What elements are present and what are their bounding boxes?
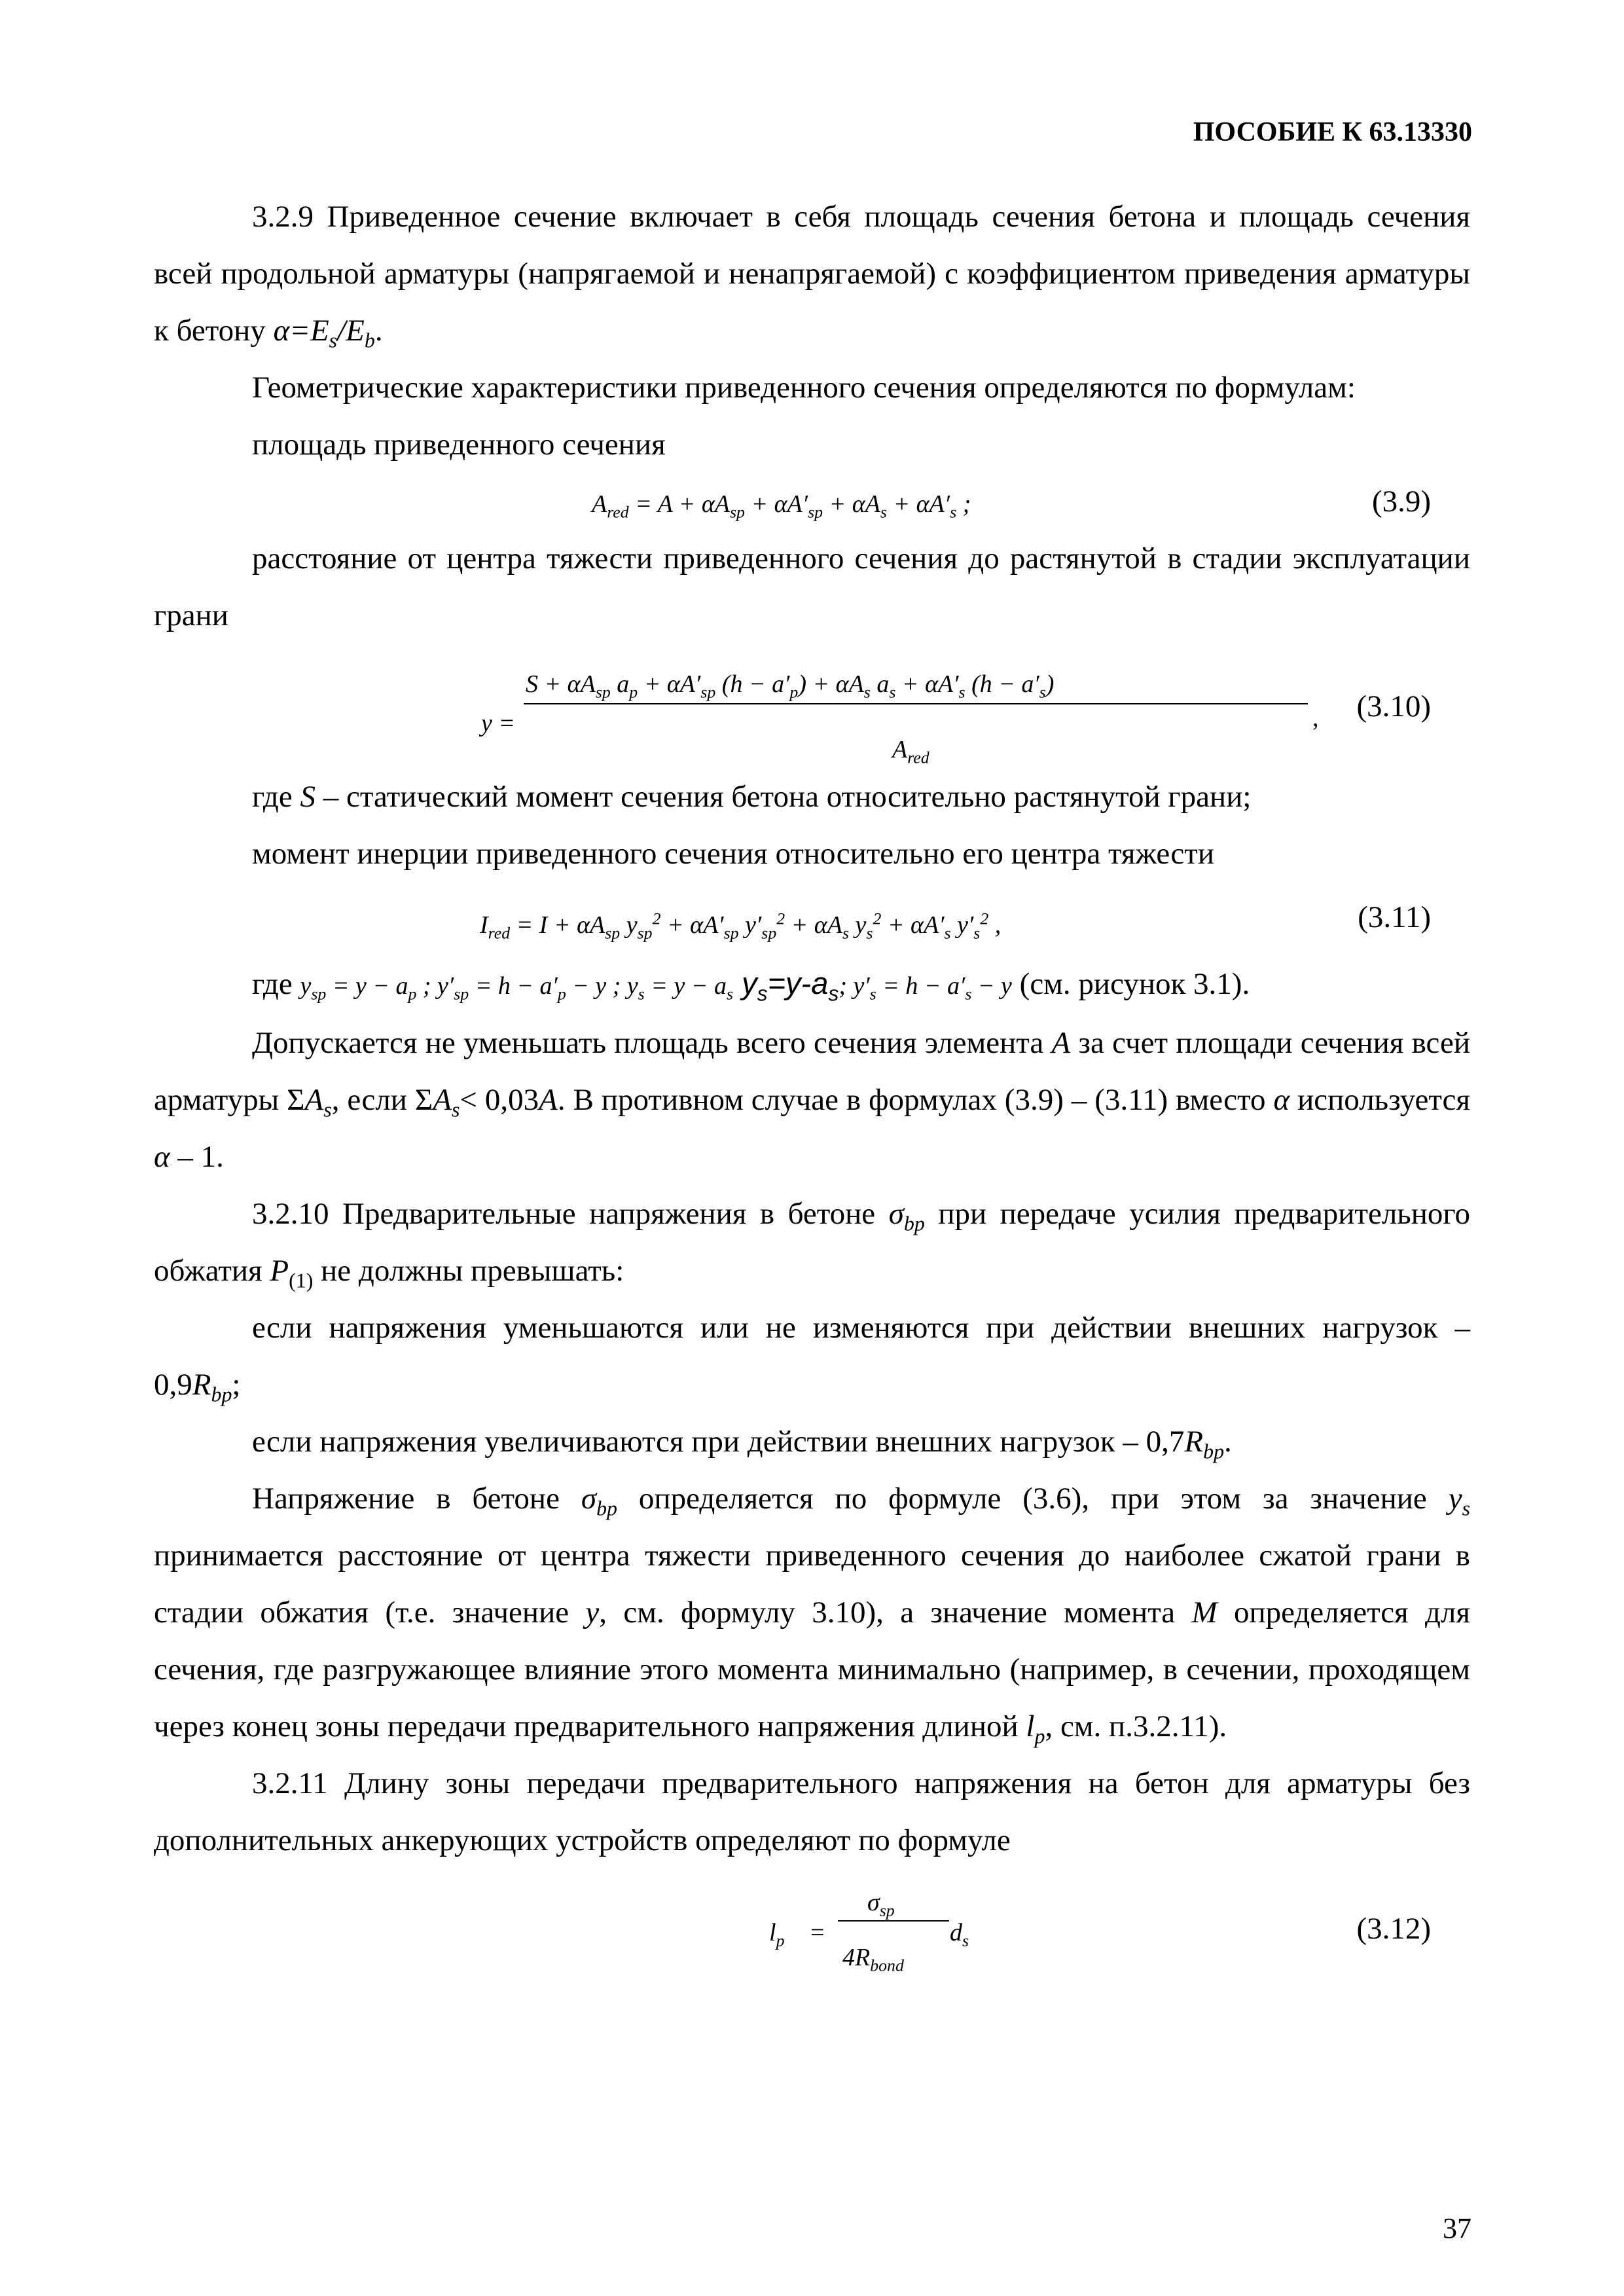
formula-3-12: $l_p$ = $\sigma_{sp}$ $4R_{bond}$ $d_s$ (3.12)	[769, 1889, 1431, 1975]
paragraph-3-2-10: 3.2.10 Предварительные напряжения в бетоне $\sigma_{bp}$ при передаче усилия предварительного обжатия $P_{(1)}$ не должны превышать:	[154, 1197, 1470, 1292]
paragraph-moment-of-inertia: момент инерции приведенного сечения относительно его центра тяжести	[252, 837, 1214, 871]
page-content	[154, 189, 1470, 1980]
paragraph-distance-to-centroid: расстояние от центра тяжести приведенного сечения до растянутой в стадии эксплуатации грани	[154, 541, 1470, 632]
fraction-bar	[524, 703, 1308, 704]
paragraph-geometric-characteristics: Геометрические характеристики приведенного сечения определяются по формулам:	[252, 371, 1356, 405]
formula-number-3-12: (3.12)	[1356, 1912, 1431, 1946]
paragraph-where-y-definitions: где $y_{sp} = y - a_p$ ; $y'_{sp} = h - a'_p - y$ ; $y_s = y - a_s$ $y_s=y-a_s$; $y'_s = h - a'_s - y$ (см. рисунок 3.1).	[252, 966, 1250, 1006]
paragraph-static-moment: где S – статический момент сечения бетона относительно растянутой грани;	[252, 780, 1252, 814]
formula-3-10: y = $S + \alpha A_{sp}$ $a_p + \alpha A'_{sp}$ $(h - a'_p) + \alpha A_s$ $a_s + \alpha A'_s$ $(h - a'_s)$ $A_{red}$ , (3.10)	[481, 670, 1431, 767]
formula-number-3-9: (3.9)	[1371, 484, 1431, 519]
paragraph-stress-increase: если напряжения увеличиваются при действии внешних нагрузок – $0,7R_{bp}$.	[252, 1425, 1232, 1463]
document-header: ПОСОБИЕ К 63.13330	[1193, 117, 1472, 147]
formula-number-3-10: (3.10)	[1356, 689, 1431, 723]
paragraph-concrete-stress: Напряжение в бетоне $\sigma_{bp}$ определяется по формуле (3.6), при этом за значение $y_s$ принимается расстояние от центра тяжести приведенного сечения до наиболее сжатой грани в стадии обжатия (т.е. значение y, см. формулу 3.10), а значение момента M определяется для сечения, где разгружающее влияние этого момента минимально (например, в сечении, проходящем через конец зоны передачи предварительного напряжения длиной $l_p$, см. п.3.2.11).	[154, 1482, 1470, 1748]
page-number: 37	[1443, 2212, 1471, 2244]
fraction-bar	[838, 1920, 949, 1922]
paragraph-3-2-11: 3.2.11 Длину зоны передачи предварительного напряжения на бетон для арматуры без дополнительных анкерующих устройств определяют по формуле	[154, 1766, 1470, 1857]
paragraph-reduced-area: площадь приведенного сечения	[252, 428, 666, 462]
paragraph-stress-decrease: если напряжения уменьшаются или не изменяются при действии внешних нагрузок – $0,9R_{bp}$;	[154, 1311, 1470, 1406]
formula-number-3-11: (3.11)	[1358, 900, 1431, 934]
paragraph-3-2-9: 3.2.9 Приведенное сечение включает в себя площадь сечения бетона и площадь сечения всей продольной арматуры (напрягаемой и ненапрягаемой) с коэффициентом приведения арматуры к бетону $\alpha=E_s/E_b$.	[154, 200, 1470, 352]
paragraph-area-allowance: Допускается не уменьшать площадь всего сечения элемента A за счет площади сечения всей арматуры $\Sigma A_s$, если $\Sigma A_s< 0,03A$. В противном случае в формулах (3.9) – (3.11) вместо α используется α – 1.	[154, 1026, 1470, 1174]
formula-3-11: $I_{red} = I + \alpha A_{sp}$ $y_{sp}^2 + \alpha A'_{sp}$ $y'_{sp}^2 + \alpha A_s$ $y_s^2 + \alpha A'_s$ $y'_s^2$ , (3.11)	[154, 883, 1470, 955]
formula-3-9: $A_{red} = A + \alpha A_{sp} + \alpha A'_{sp} + \alpha A_s + \alpha A'_s$ ; (3.9)	[154, 473, 1470, 530]
